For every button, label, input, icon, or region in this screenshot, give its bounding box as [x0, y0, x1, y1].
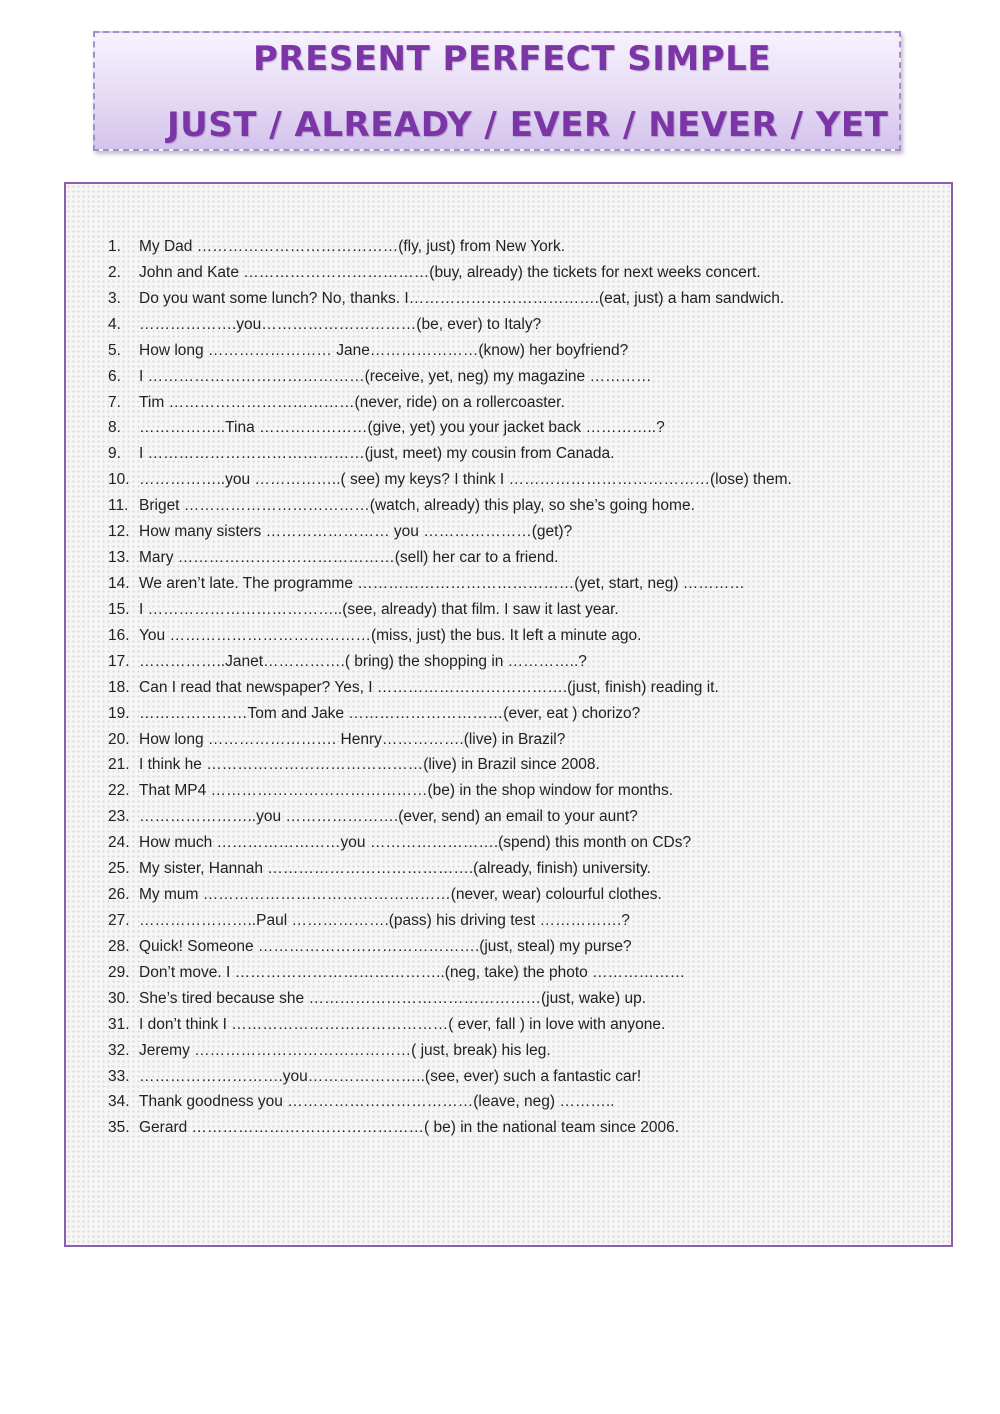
sentence-number: 27.: [108, 911, 130, 929]
sentence-text: ……………….you…………………………(be, ever) to Italy?: [139, 315, 542, 333]
sentence-text: How many sisters …………………… you …………………(get)?: [139, 523, 573, 541]
sentence-text: ……………..Tina …………………(give, yet) you your jacket back …………..?: [139, 419, 665, 437]
sentence-number: 22.: [108, 782, 130, 800]
list-item: [108, 882, 928, 908]
sentence-number: 17.: [108, 652, 130, 670]
list-item: [108, 986, 928, 1012]
sentence-text: ……………..you ……………..( see) my keys? I think I …………………………………(lose) them.: [139, 471, 792, 489]
sentence-number: 35.: [108, 1119, 130, 1137]
sentence-text: That MP4 ……………………………………(be) in the shop window for months.: [139, 782, 674, 800]
sentence-number: 20.: [108, 730, 130, 748]
sentence-number: 14.: [108, 574, 130, 592]
sentence-number: 32.: [108, 1041, 130, 1059]
list-item: [108, 727, 928, 753]
list-item: [108, 830, 928, 856]
list-item: [108, 597, 928, 623]
page-title: PRESENT PERFECT SIMPLE: [253, 39, 772, 79]
sentence-number: 16.: [108, 626, 130, 644]
sentence-text: Briget ………………………………(watch, already) this play, so she’s going home.: [139, 497, 695, 515]
sentence-text: John and Kate ………………………………(buy, already) the tickets for next weeks concert.: [139, 263, 761, 281]
list-item: [108, 286, 928, 312]
list-item: [108, 960, 928, 986]
list-item: [108, 804, 928, 830]
list-item: [108, 415, 928, 441]
list-item: [108, 571, 928, 597]
page-subtitle: JUST / ALREADY / EVER / NEVER / YET: [167, 105, 889, 145]
list-item: [108, 260, 928, 286]
sentence-text: …………………Tom and Jake …………………………(ever, eat ) chorizo?: [139, 704, 641, 722]
list-item: [108, 338, 928, 364]
list-item: [108, 778, 928, 804]
sentence-text: My mum …………………………………………(never, wear) colourful clothes.: [139, 886, 662, 904]
exercise-panel: [64, 182, 953, 1247]
list-item: [108, 519, 928, 545]
list-item: [108, 934, 928, 960]
sentence-text: How much ……………………you …………………….(spend) this month on CDs?: [139, 834, 692, 852]
sentence-text: How long …………………… Jane…………………(know) her boyfriend?: [139, 341, 629, 359]
sentence-text: …………………..Paul ……………….(pass) his driving test …………….?: [139, 911, 630, 929]
sentence-number: 8.: [108, 419, 121, 437]
list-item: [108, 234, 928, 260]
list-item: [108, 545, 928, 571]
list-item: [108, 1115, 928, 1141]
title-banner: [93, 31, 901, 151]
sentence-text: Thank goodness you ………………………………(leave, neg) ………..: [139, 1093, 615, 1111]
sentence-number: 13.: [108, 549, 130, 567]
sentence-text: Mary ……………………………………(sell) her car to a friend.: [139, 549, 559, 567]
sentence-number: 10.: [108, 471, 130, 489]
sentence-number: 25.: [108, 860, 130, 878]
sentence-text: She’s tired because she ………………………………………(just, wake) up.: [139, 989, 647, 1007]
list-item: [108, 752, 928, 778]
list-item: [108, 675, 928, 701]
sentence-text: ……………………….you…………………..(see, ever) such a fantastic car!: [139, 1067, 642, 1085]
list-item: [108, 1012, 928, 1038]
sentence-number: 34.: [108, 1093, 130, 1111]
sentence-text: Do you want some lunch? No, thanks. I……………………………….(eat, just) a ham sandwich.: [139, 289, 785, 307]
sentence-number: 2.: [108, 263, 121, 281]
sentence-number: 23.: [108, 808, 130, 826]
list-item: [108, 623, 928, 649]
sentence-number: 21.: [108, 756, 130, 774]
list-item: [108, 1089, 928, 1115]
sentence-text: Jeremy ……………………………………( just, break) his leg.: [139, 1041, 551, 1059]
sentence-number: 6.: [108, 367, 121, 385]
list-item: [108, 1038, 928, 1064]
sentence-number: 12.: [108, 523, 130, 541]
list-item: [108, 467, 928, 493]
sentence-number: 30.: [108, 989, 130, 1007]
sentence-text: My Dad …………………………………(fly, just) from New York.: [139, 238, 566, 255]
sentence-number: 15.: [108, 600, 130, 618]
sentence-text: I ………………………………..(see, already) that film. I saw it last year.: [139, 600, 619, 618]
list-item: [108, 441, 928, 467]
sentence-number: 31.: [108, 1015, 130, 1033]
sentence-text: I don’t think I ……………………………………( ever, fall ) in love with anyone.: [139, 1015, 666, 1033]
list-item: [108, 1064, 928, 1090]
sentence-number: 28.: [108, 937, 130, 955]
sentence-text: Quick! Someone …………………………………….(just, steal) my purse?: [139, 937, 632, 955]
sentence-text: We aren’t late. The programme ……………………………………(yet, start, neg) …………: [139, 574, 745, 592]
sentence-text: I think he ……………………………………(live) in Brazil since 2008.: [139, 756, 600, 774]
sentence-number: 26.: [108, 886, 130, 904]
sentence-text: I ……………………………………(just, meet) my cousin from Canada.: [139, 445, 615, 463]
list-item: [108, 493, 928, 519]
sentence-number: 7.: [108, 393, 121, 411]
sentence-text: ……………..Janet…………….( bring) the shopping in …………..?: [139, 652, 587, 670]
sentence-text: Tim ………………………………(never, ride) on a rollercoaster.: [139, 393, 565, 411]
list-item: [108, 856, 928, 882]
sentence-text: Don’t move. I …………………………………..(neg, take) the photo ………………: [139, 963, 686, 981]
list-item: [108, 364, 928, 390]
sentence-number: 24.: [108, 834, 130, 852]
sentence-number: 3.: [108, 289, 121, 307]
list-item: [108, 312, 928, 338]
sentence-number: 29.: [108, 963, 130, 981]
sentence-number: 19.: [108, 704, 130, 722]
sentence-number: 9.: [108, 445, 121, 463]
sentence-number: 1.: [108, 238, 121, 255]
sentence-text: Can I read that newspaper? Yes, I ……………………………….(just, finish) reading it.: [139, 678, 719, 696]
sentence-text: Gerard ………………………………………( be) in the national team since 2006.: [139, 1119, 680, 1137]
sentence-text: How long ……………………. Henry…………….(live) in Brazil?: [139, 730, 566, 748]
sentence-number: 18.: [108, 678, 130, 696]
sentence-number: 11.: [108, 497, 129, 515]
sentence-text: I ……………………………………(receive, yet, neg) my magazine …………: [139, 367, 652, 385]
list-item: [108, 701, 928, 727]
sentence-number: 5.: [108, 341, 121, 359]
sentence-text: …………………..you ………………….(ever, send) an email to your aunt?: [139, 808, 638, 826]
sentence-text: You …………………………………(miss, just) the bus. It left a minute ago.: [139, 626, 642, 644]
sentence-number: 4.: [108, 315, 121, 333]
list-item: [108, 649, 928, 675]
list-item: [108, 908, 928, 934]
sentence-list: [108, 234, 928, 1141]
sentence-number: 33.: [108, 1067, 130, 1085]
list-item: [108, 390, 928, 416]
sentence-text: My sister, Hannah ………………………………….(already, finish) university.: [139, 860, 651, 878]
